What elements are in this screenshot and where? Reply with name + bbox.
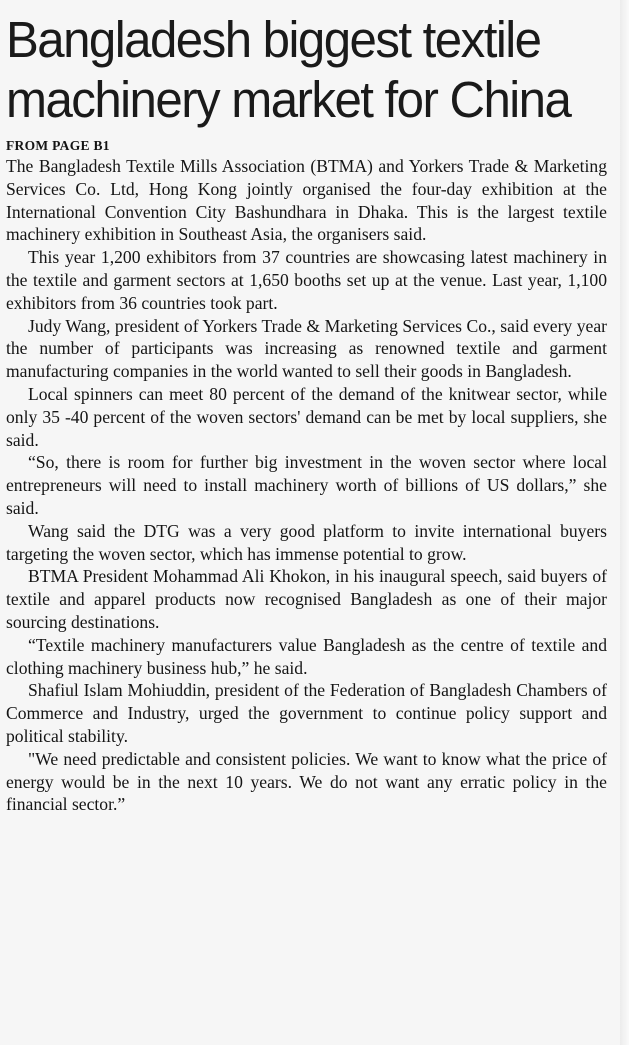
paragraph-local-spinners: Local spinners can meet 80 percent of the demand of the knitwear sector, while only 35 -40 percent of the woven sectors' demand can be met by local suppliers, she said. — [6, 383, 607, 450]
paragraph-judy-wang: Judy Wang, president of Yorkers Trade & Marketing Services Co., said every year the number of participants was increasing as renowned textile and garment manufacturing companies in the world wanted to sell their goods in Bangladesh. — [6, 315, 607, 382]
page-edge-shade — [620, 0, 629, 1045]
paragraph-policy-quote: "We need predictable and consistent policies. We want to know what the price of energy would be in the next 10 years. We do not want any erratic policy in the financial sector.” — [6, 748, 607, 815]
dateline: FROM PAGE B1 — [6, 138, 110, 153]
paragraph-fbcci-president: Shafiul Islam Mohiuddin, president of the Federation of Bangladesh Chambers of Commerce and Industry, urged the government to continue policy support and political stability. — [6, 680, 607, 746]
article-body — [6, 155, 607, 816]
paragraph-investment-quote: “So, there is room for further big investment in the woven sector where local entrepreneurs will need to install machinery worth of billions of US dollars,” she said. — [6, 452, 607, 518]
paragraph-intro: The Bangladesh Textile Mills Association (BTMA) and Yorkers Trade & Marketing Services Co. Ltd, Hong Kong jointly organised the four-day exhibition at the International Convention City Bashundhara in Dhaka. This is the largest textile machinery exhibition in Southeast Asia, the organisers said. — [6, 156, 607, 245]
paragraph-machinery-quote: “Textile machinery manufacturers value Bangladesh as the centre of textile and clothing machinery business hub,” he said. — [6, 634, 607, 678]
headline: Bangladesh biggest textile machinery market for China — [6, 11, 571, 128]
paragraph-btma-president: BTMA President Mohammad Ali Khokon, in his inaugural speech, said buyers of textile and apparel products now recognised Bangladesh as one of their major sourcing destinations. — [6, 566, 607, 632]
paragraph-dtg-platform: Wang said the DTG was a very good platform to invite international buyers targeting the woven sector, which has immense potential to grow. — [6, 520, 607, 564]
paragraph-exhibitors: This year 1,200 exhibitors from 37 countries are showcasing latest machinery in the textile and garment sectors at 1,650 booths set up at the venue. Last year, 1,100 exhibitors from 36 countries took part. — [6, 247, 607, 313]
